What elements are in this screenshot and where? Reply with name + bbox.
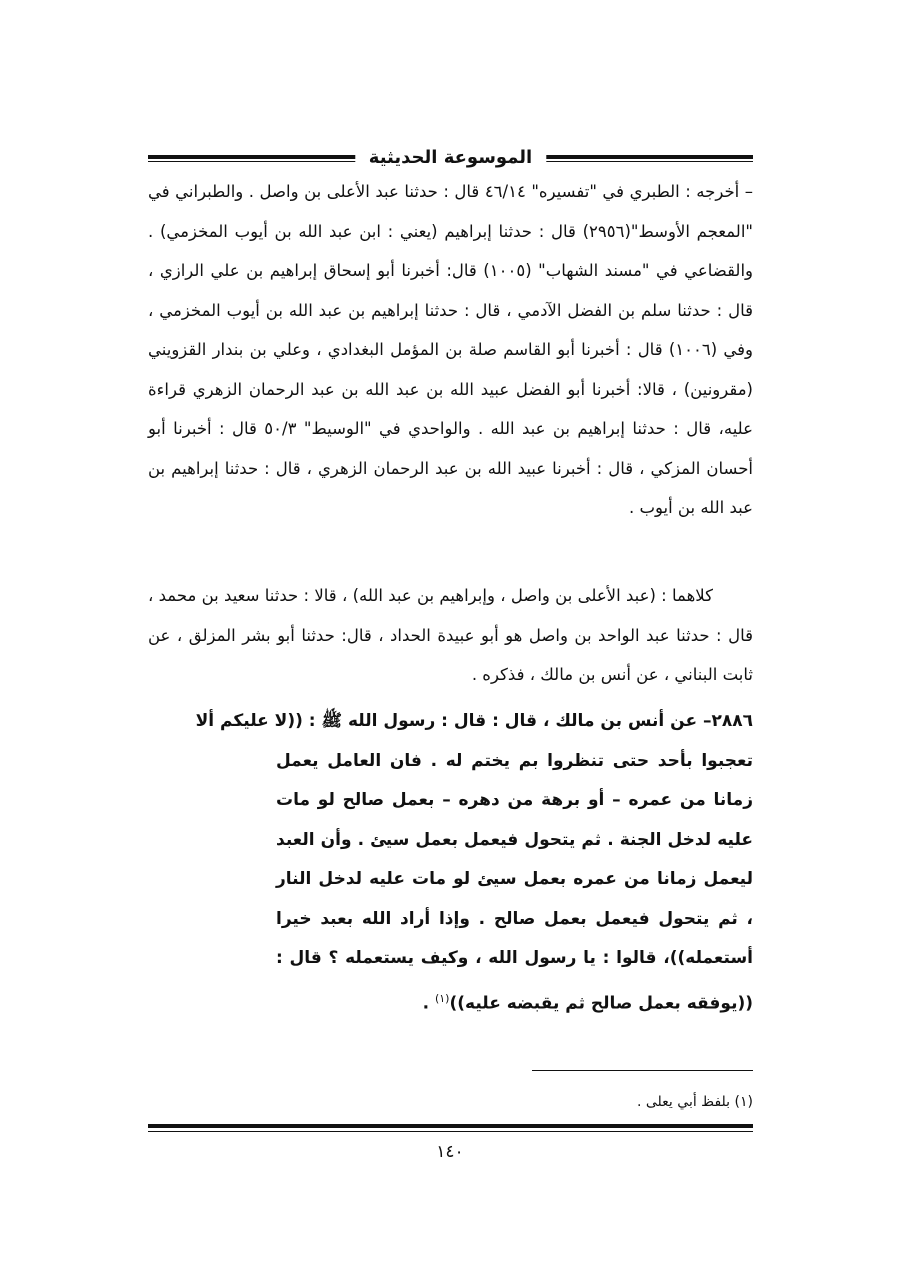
running-title: الموسوعة الحديثية: [355, 140, 546, 176]
hadith-first-line: ٢٨٨٦– عن أنس بن مالك ، قال : قال : رسول الله ﷺ : ((لا عليكم ألا: [195, 711, 753, 731]
footnote: (١) بلفظ أبي يعلى .: [636, 1094, 753, 1110]
hadith-end: .: [422, 993, 435, 1014]
hadith-block: [148, 702, 753, 1024]
hadith-text: [276, 742, 753, 1024]
footnote-separator: [532, 1070, 753, 1071]
footnote-reference: (١): [434, 991, 450, 1005]
takhrij-paragraph: [148, 172, 753, 528]
isnad-summary-paragraph: [148, 576, 753, 695]
page-number: ١٤٠: [436, 1142, 464, 1162]
footer-rule-thin: [148, 1131, 753, 1132]
isnad-summary-text: كلاهما : (عبد الأعلى بن واصل ، وإبراهيم بن عبد الله) ، قالا : حدثنا سعيد بن محمد ، قال : حدثنا عبد الواحد بن واصل هو أبو عبيدة الحداد ، قال: حدثنا أبو بشر المزلق ، عن ثابت البناني ، عن أنس بن مالك ، فذكره .: [148, 586, 753, 684]
takhrij-text: – أخرجه : الطبري في "تفسيره" ٤٦/١٤ قال : حدثنا عبد الأعلى بن واصل . والطبراني في "المعجم الأوسط"(٢٩٥٦) قال : حدثنا إبراهيم (يعني : ابن عبد الله بن أيوب المخزمي) . والقضاعي في "مسند الشهاب" (١٠٠٥) قال: أخبرنا أبو إسحاق إبراهيم بن علي الرازي ، قال : حدثنا سلم بن الفضل الآدمي ، قال : حدثنا إبراهيم بن عبد الله بن أيوب المخزمي ، وفي (١٠٠٦) قال : أخبرنا أبو القاسم صلة بن المؤمل البغدادي ، وعلي بن بندار القزويني (مقرونين) ، قالا: أخبرنا أبو الفضل عبيد الله بن عبد الله بن عبد الرحمان الزهري قراءة عليه، قال : حدثنا إبراهيم بن عبد الله . والواحدي في "الوسيط" ٥٠/٣ قال : أخبرنا أبو أحسان المزكي ، قال : أخبرنا عبيد الله بن عبد الرحمان الزهري ، قال : حدثنا إبراهيم بن عبد الله بن أيوب .: [148, 182, 753, 517]
footer-rule-thick: [148, 1124, 753, 1128]
hadith-body: تعجبوا بأحد حتى تنظروا بم يختم له . فان العامل يعمل زمانا من عمره – أو برهة من دهره – بعمل صالح لو مات عليه لدخل الجنة . ثم يتحول فيعمل بعمل سيئ . وأن العبد ليعمل زمانا من عمره بعمل سيئ لو مات عليه لدخل النار ، ثم يتحول فيعمل بعمل صالح . وإذا أراد الله بعبد خيرا أستعمله))، قالوا : يا رسول الله ، وكيف يستعمله ؟ قال : ((يوفقه بعمل صالح ثم يقبضه عليه)): [276, 750, 753, 1014]
page-header: [148, 140, 753, 176]
